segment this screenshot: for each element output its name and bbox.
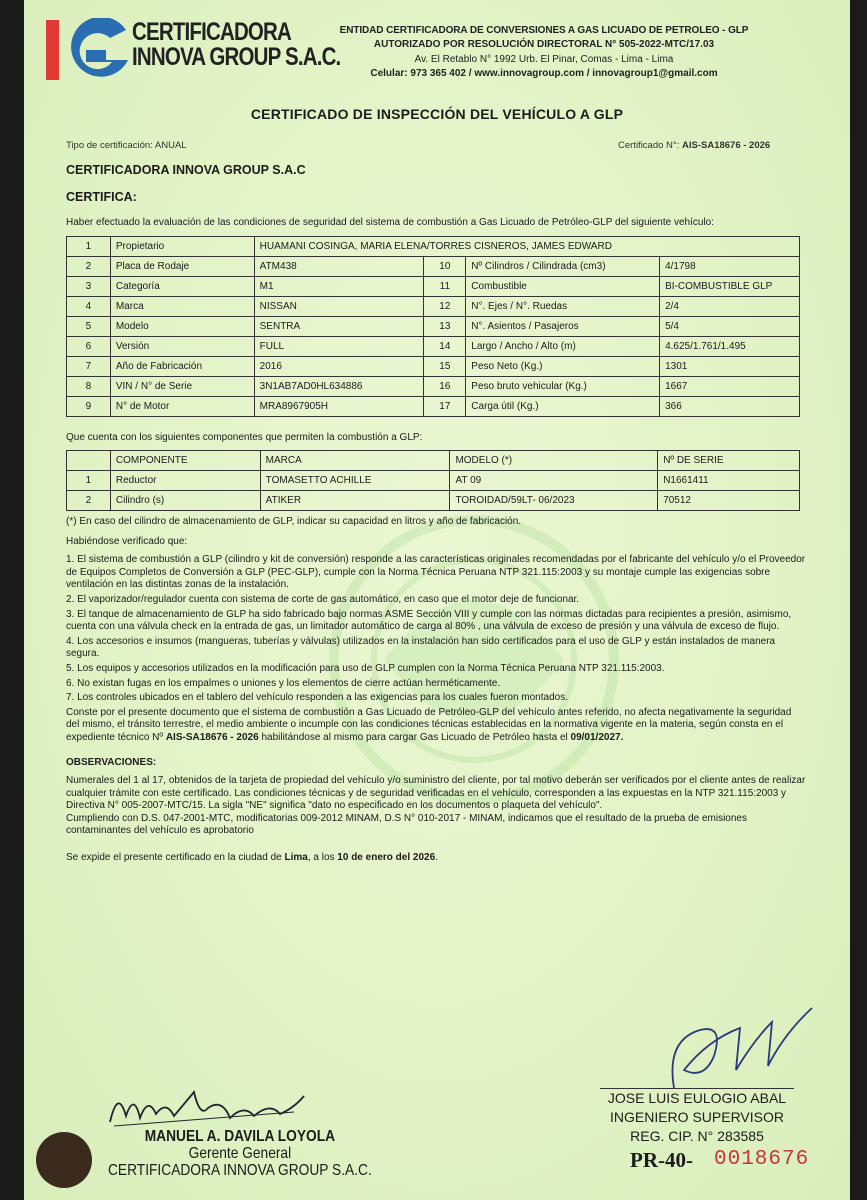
field-label: Nº Cilindros / Cilindrada (cm3) [466,257,660,277]
field-value: NISSAN [254,297,424,317]
certification-type [66,140,187,151]
table-header-row [67,451,800,471]
table-row [67,397,800,417]
signatory-right-role: INGENIERO SUPERVISOR [609,1109,784,1125]
row-number: 6 [67,337,111,357]
certificate-page [24,0,850,1200]
field-value: 4/1798 [660,257,800,277]
logo-name-line1: CERTIFICADORA [132,18,292,46]
component-brand: ATIKER [260,491,450,511]
observaciones-heading: OBSERVACIONES: [66,756,157,768]
header-line1: ENTIDAD CERTIFICADORA DE CONVERSIONES A GAS LICUADO DE PETROLEO - GLP [339,25,749,36]
seal-icon [36,1132,92,1188]
field-label: Categoría [110,277,254,297]
list-item: 6. No existan fugas en los empalmes o uniones y los elementos de cierre actúan herméticamente. [66,677,501,689]
column-header: Nº DE SERIE [658,451,800,471]
row-number: 16 [424,377,466,397]
signatory-left [108,1128,372,1179]
row-number: 13 [424,317,466,337]
signatory-right [600,1088,794,1146]
row-number: 5 [67,317,111,337]
table-row [67,257,800,277]
cert-value: AIS-SA18676 - 2026 [682,140,771,151]
issue-end: . [435,852,438,864]
issue-date: 10 de enero del 2026 [337,852,436,864]
logo-text [132,20,340,70]
row-number: 11 [424,277,466,297]
component-brand: TOMASETTO ACHILLE [260,471,450,491]
row-number: 1 [67,471,111,491]
column-header: MODELO (*) [450,451,658,471]
owner-value: HUAMANI COSINGA, MARIA ELENA/TORRES CISNEROS, JAMES EDWARD [254,237,799,257]
field-label: Combustible [466,277,660,297]
field-value: M1 [254,277,424,297]
field-value: 4.625/1.761/1.495 [660,337,800,357]
field-value: 3N1AB7AD0HL634886 [254,377,424,397]
table-row [67,277,800,297]
row-number: 7 [67,357,111,377]
row-number: 1 [67,237,111,257]
observaciones-text-2: Cumpliendo con D.S. 047-2001-MTC, modificatorias 009-2012 MINAM, D.S N° 010-2017 - MINAM, indicamos que el resultado de la prueba de emisiones contaminantes del vehículo es aprobatorio [66,812,747,837]
field-label: Placa de Rodaje [110,257,254,277]
field-label: Peso Neto (Kg.) [466,357,660,377]
form-code: PR-40- [630,1148,693,1172]
list-item: 1. El sistema de combustión a GLP (cilindro y kit de conversión) responde a las características originales recomendadas por el fabricante del vehículo y/o el Proveedor de Equipos Completos de Conversión a GLP (PEC-GLP), cumple con la Norma Técnica Peruana NTP 321.115:2003 y su montaje cumple las exigencias sobre ventilación en las distintas zonas de la instalación. [66,554,806,591]
conste-paragraph [66,707,806,745]
components-table [66,450,800,511]
expediente-number: AIS-SA18676 - 2026 [165,731,259,743]
conste-text: Conste por el presente documento que el sistema de combustión a Gas Licuado de Petróleo-GLP del vehículo antes referido, no afecta negativamente la seguridad del mismo, el tránsito terrestre, el medio ambiente o incumple con las condiciones técnicas establecidas en la normativa vigente en la materia, según consta en el expediente técnico Nº [66,706,792,743]
certificate-number [618,140,770,151]
signature-left-icon [104,1078,314,1134]
list-item: 7. Los controles ubicados en el tablero del vehículo responden a las exigencias para los cuales fueron montados. [66,692,568,704]
list-item: 2. El vaporizador/regulador cuenta con sistema de corte de gas automático, en caso que el motor deje de funcionar. [66,593,580,605]
field-label: N°. Ejes / N°. Ruedas [466,297,660,317]
signatory-left-role: Gerente General [188,1145,292,1162]
field-value: FULL [254,337,424,357]
component-model: AT 09 [450,471,658,491]
field-label: Versión [110,337,254,357]
field-value: 366 [660,397,800,417]
field-label: Propietario [110,237,254,257]
table-row [67,491,800,511]
list-item: 3. El tanque de almacenamiento de GLP ha sido fabricado bajo normas ASME Sección VIII y cumple con las normas dictadas para recipientes a presión, asimismo, cuenta con una válvula check en la entrada de gas, un limitador automático de carga al 80% , una válvula de exceso de presión y una válvula de exceso de flujo. [66,608,792,633]
row-number: 3 [67,277,111,297]
header-line3: Av. El Retablo N° 1992 Urb. El Pinar, Comas - Lima - Lima [414,53,674,65]
field-value: 1301 [660,357,800,377]
row-number: 17 [424,397,466,417]
field-label: N° de Motor [110,397,254,417]
footnote: (*) En caso del cilindro de almacenamiento de GLP, indicar su capacidad en litros y año de fabricación. [66,516,522,527]
table-row [67,237,800,257]
vehicle-table [66,236,800,417]
field-label: Modelo [110,317,254,337]
issue-statement [66,852,806,865]
row-number: 2 [67,491,111,511]
signatory-left-company: CERTIFICADORA INNOVA GROUP S.A.C. [108,1162,372,1179]
tipo-value: ANUAL [154,140,187,151]
field-value: 2016 [254,357,424,377]
valid-until-date: 09/01/2027. [570,731,624,743]
component-model: TOROIDAD/59LT- 06/2023 [450,491,658,511]
serial-number: 0018676 [714,1148,810,1171]
field-label: Peso bruto vehicular (Kg.) [466,377,660,397]
body-text [66,516,806,865]
row-number: 15 [424,357,466,377]
certifica-heading: CERTIFICA: [66,190,137,204]
component-name: Cilindro (s) [110,491,260,511]
company-logo-icon [46,18,132,84]
intro-text: Haber efectuado la evaluación de las condiciones de seguridad del sistema de combustión a Gas Licuado de Petróleo-GLP del siguiente vehículo: [66,217,715,228]
conste-text-2: habilitándose al mismo para cargar Gas Licuado de Petróleo hasta el [261,731,568,743]
table-row [67,471,800,491]
field-value: SENTRA [254,317,424,337]
table-row [67,357,800,377]
field-value: 5/4 [660,317,800,337]
field-value: MRA8967905H [254,397,424,417]
row-number: 12 [424,297,466,317]
field-value: 2/4 [660,297,800,317]
issue-text-2: , a los [307,852,335,864]
row-number: 14 [424,337,466,357]
issue-text-1: Se expide el presente certificado en la ciudad de [66,852,282,864]
signatory-right-name: JOSE LUIS EULOGIO ABAL [600,1088,794,1108]
field-value: ATM438 [254,257,424,277]
field-label: N°. Asientos / Pasajeros [466,317,660,337]
table-row [67,317,800,337]
list-item: 5. Los equipos y accesorios utilizados en la modificación para uso de GLP cumplen con la Norma Técnica Peruana NTP 321.115:2003. [66,662,665,674]
row-number: 4 [67,297,111,317]
row-number: 8 [67,377,111,397]
field-value: 1667 [660,377,800,397]
table-row [67,297,800,317]
field-value: BI-COMBUSTIBLE GLP [660,277,800,297]
verification-list [66,554,806,705]
observaciones-text-1: Numerales del 1 al 17, obtenidos de la tarjeta de propiedad del vehículo y/o suministro del cliente, por tal motivo deberán ser verificados por el cliente antes de realizar cualquier trámite con este certificado. Las condiciones técnicas y de seguridad verificadas en el vehículo, corresponden a las expuestas en la NTP 321.115:2003 y Directiva N° 005-2007-MTC/15. La sigla "NE" significa "dato no especificado en los documentos o plaqueta del vehículo". [66,775,806,812]
tipo-label: Tipo de certificación: [66,140,153,151]
header-line4: Celular: 973 365 402 / www.innovagroup.com / innovagroup1@gmail.com [370,68,718,80]
row-number: 2 [67,257,111,277]
field-label: VIN / N° de Serie [110,377,254,397]
field-label: Año de Fabricación [110,357,254,377]
table-row [67,377,800,397]
components-intro: Que cuenta con los siguientes componentes que permiten la combustión a GLP: [66,432,423,443]
component-serial: N1661411 [658,471,800,491]
header-empty [67,451,111,471]
field-label: Marca [110,297,254,317]
company-name: CERTIFICADORA INNOVA GROUP S.A.C [66,163,306,177]
component-name: Reductor [110,471,260,491]
entity-header [324,24,764,82]
logo-name-line2: INNOVA GROUP S.A.C. [132,43,341,71]
table-row [67,337,800,357]
signatory-left-name: MANUEL A. DAVILA LOYOLA [144,1128,336,1145]
signature-right-icon [644,1000,814,1092]
signatory-right-reg: REG. CIP. N° 283585 [630,1128,764,1144]
list-item: 4. Los accesorios e insumos (mangueras, tuberías y válvulas) utilizados en la instalación han sido certificados para el uso de GLP y están instalados de manera segura. [66,635,776,660]
verified-intro: Habiéndose verificado que: [66,535,188,547]
field-label: Carga útil (Kg.) [466,397,660,417]
column-header: COMPONENTE [110,451,260,471]
component-serial: 70512 [658,491,800,511]
issue-city: Lima [284,852,308,864]
cert-label: Certificado N°: [618,140,680,151]
column-header: MARCA [260,451,450,471]
document-title: CERTIFICADO DE INSPECCIÓN DEL VEHÍCULO A GLP [250,106,624,122]
row-number: 9 [67,397,111,417]
field-label: Largo / Ancho / Alto (m) [466,337,660,357]
row-number: 10 [424,257,466,277]
header-line2: AUTORIZADO POR RESOLUCIÓN DIRECTORAL N° 505-2022-MTC/17.03 [373,39,715,51]
